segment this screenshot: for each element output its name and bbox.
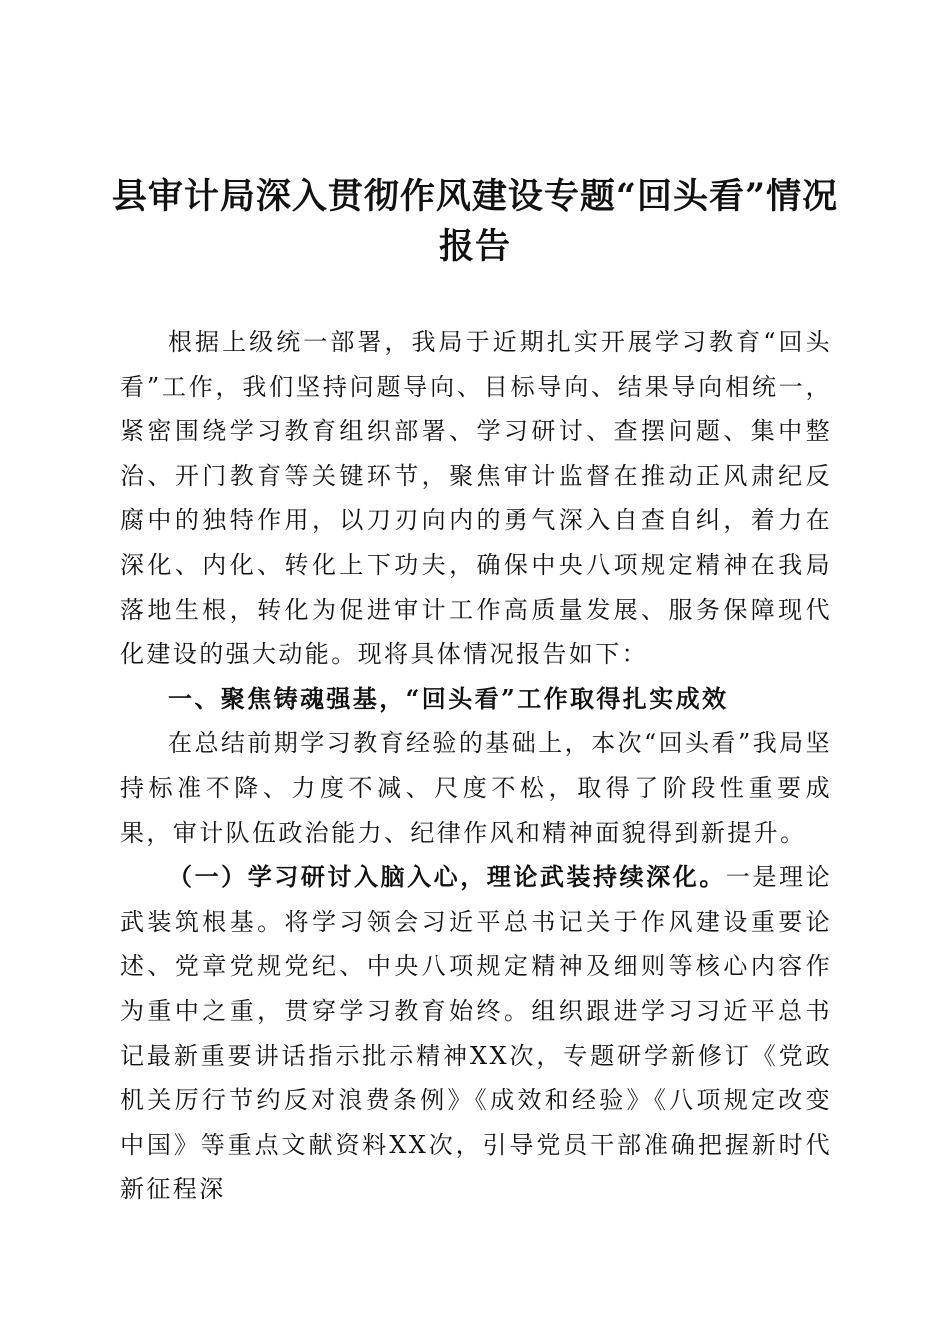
document-title: 县审计局深入贯彻作风建设专题“回头看”情况报告 <box>111 176 839 267</box>
section-heading: 一、聚焦铸魂强基，“回头看”工作取得扎实成效 <box>168 683 729 713</box>
subsection-paragraph <box>120 855 832 1212</box>
subsection-lead: （一）学习研讨入脑入心，理论武装持续深化。 <box>168 862 726 892</box>
document-body <box>120 320 832 1212</box>
subsection-body: 一是理论武装筑根基。将学习领会习近平总书记关于作风建设重要论述、党章党规党纪、中央八项规定精神及细则等核心内容作为重中之重，贯穿学习教育始终。组织跟进学习习近平总书记最新重要讲话指示批示精神XX次，专题研学新修订《党政机关厉行节约反对浪费条例》《成效和经验》《八项规定改变中国》等重点文献资料XX次，引导党员干部准确把握新时代新征程深 <box>120 863 832 1204</box>
intro-paragraph: 根据上级统一部署，我局于近期扎实开展学习教育“回头看”工作，我们坚持问题导向、目标导向、结果导向相统一，紧密围绕学习教育组织部署、学习研讨、查摆问题、集中整治、开门教育等关键环节，聚焦审计监督在推动正风肃纪反腐中的独特作用，以刀刃向内的勇气深入自查自纠，着力在深化、内化、转化上下功夫，确保中央八项规定精神在我局落地生根，转化为促进审计工作高质量发展、服务保障现代化建设的强大动能。现将具体情况报告如下： <box>120 328 832 669</box>
section-paragraph: 在总结前期学习教育经验的基础上，本次“回头看”我局坚持标准不降、力度不减、尺度不松，取得了阶段性重要成果，审计队伍政治能力、纪律作风和精神面貌得到新提升。 <box>120 729 832 847</box>
